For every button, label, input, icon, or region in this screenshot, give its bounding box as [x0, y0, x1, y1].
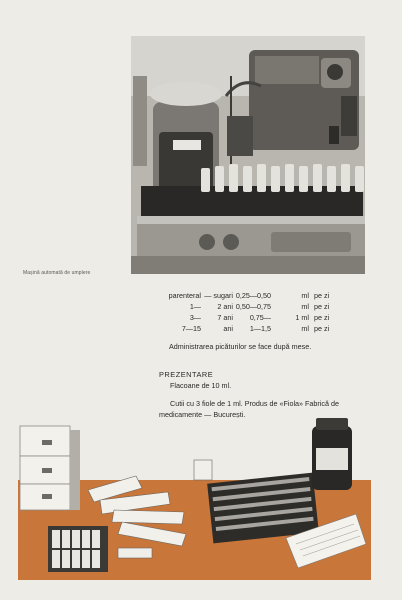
filling-machine-photo	[131, 36, 365, 274]
dosage-row: 3— 7 ani 0,75— 1 ml pe zi	[189, 313, 330, 322]
dosage-row: 1— 2 ani 0,50—0,75 ml pe zi	[189, 302, 330, 311]
administration-note: Administrarea picăturilor se face după mese.	[169, 342, 312, 351]
dosage-table	[159, 290, 329, 334]
dosage-row: parenteral — sugari 0,25—0,50 ml pe zi	[168, 291, 330, 300]
boxes-text: Cutii cu 3 fiole de 1 ml. Produs de «Fiola» Fabrică de medicamente — București.	[159, 399, 339, 419]
product-packaging-photo	[18, 418, 371, 580]
dosage-row: 7—15 ani 1—1,5 ml pe zi	[181, 324, 330, 333]
vials-text: Flacoane de 10 ml.	[170, 381, 232, 390]
section-heading: PREZENTARE	[159, 370, 214, 379]
photo-caption: Mașină automată de umplere	[23, 270, 91, 276]
